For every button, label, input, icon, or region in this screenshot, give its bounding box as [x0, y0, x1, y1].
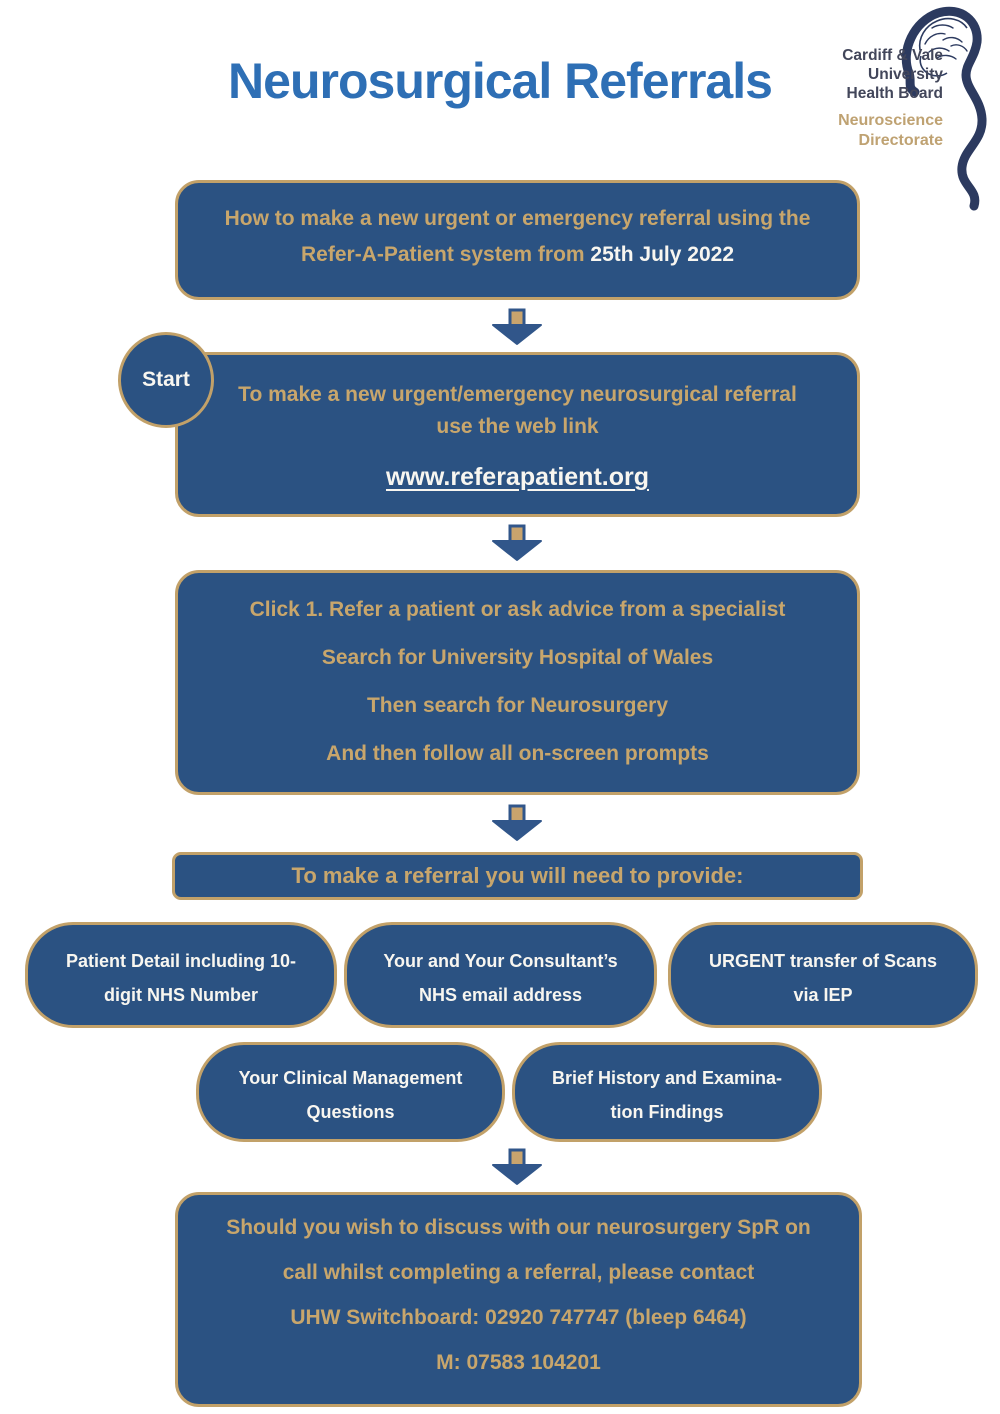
weblink-line-1: To make a new urgent/emergency neurosurgical referral	[238, 383, 797, 406]
referapatient-link[interactable]: www.referapatient.org	[385, 463, 649, 491]
down-arrow-icon	[489, 804, 545, 842]
start-node	[118, 332, 214, 428]
logo-text-block	[815, 46, 943, 151]
step-line-1: Click 1. Refer a patient or ask advice from a specialist	[249, 598, 786, 621]
requirement-pill-clinical-questions	[196, 1042, 505, 1142]
requirement-pill-history-findings	[512, 1042, 822, 1142]
pill-line: Brief History and Examina-	[551, 1068, 783, 1088]
step-line-3: Then search for Neurosurgery	[366, 694, 669, 717]
logo-dept-line: Directorate	[858, 132, 943, 149]
pill-line: digit NHS Number	[103, 985, 258, 1005]
pill-line: Your and Your Consultant’s	[383, 951, 618, 971]
pill-line: Your Clinical Management	[238, 1068, 463, 1088]
down-arrow-icon	[489, 1148, 545, 1186]
pill-line: NHS email address	[418, 985, 583, 1005]
logo-org-line: University	[868, 66, 943, 83]
step-line-2: Search for University Hospital of Wales	[321, 646, 714, 669]
requirements-banner: To make a referral you will need to provide:	[172, 852, 863, 900]
down-arrow-icon	[489, 308, 545, 346]
pill-line: Patient Detail including 10-	[65, 951, 297, 971]
pill-line: tion Findings	[610, 1102, 724, 1122]
contact-mobile: M: 07583 104201	[436, 1351, 601, 1374]
contact-switchboard: UHW Switchboard: 02920 747747 (bleep 6464)	[290, 1306, 747, 1329]
requirement-pill-nhs-number	[25, 922, 337, 1028]
weblink-line-2: use the web link	[436, 415, 599, 438]
start-label: Start	[142, 368, 190, 391]
pill-line: URGENT transfer of Scans	[708, 951, 938, 971]
contact-line-1: Should you wish to discuss with our neurosurgery SpR on	[226, 1216, 811, 1239]
intro-line-1: How to make a new urgent or emergency referral using the	[224, 207, 811, 230]
intro-line-2-prefix: Refer-A-Patient system from	[301, 243, 591, 266]
step-line-4: And then follow all on-screen prompts	[326, 742, 709, 765]
requirement-pill-email	[344, 922, 657, 1028]
intro-box	[175, 180, 860, 300]
contact-box	[175, 1192, 862, 1407]
pill-line: Questions	[306, 1102, 395, 1122]
pill-line: via IEP	[793, 985, 853, 1005]
logo-org-line: Cardiff & Vale	[842, 47, 943, 64]
logo-org-line: Health Board	[846, 85, 943, 102]
contact-line-2: call whilst completing a referral, please contact	[282, 1261, 755, 1284]
page-title: Neurosurgical Referrals	[228, 53, 772, 109]
requirement-pill-scans-iep	[668, 922, 978, 1028]
intro-date-highlight: 25th July 2022	[590, 243, 734, 266]
logo-dept-line: Neuroscience	[838, 112, 943, 129]
steps-box	[175, 570, 860, 795]
down-arrow-icon	[489, 524, 545, 562]
weblink-box	[175, 352, 860, 517]
